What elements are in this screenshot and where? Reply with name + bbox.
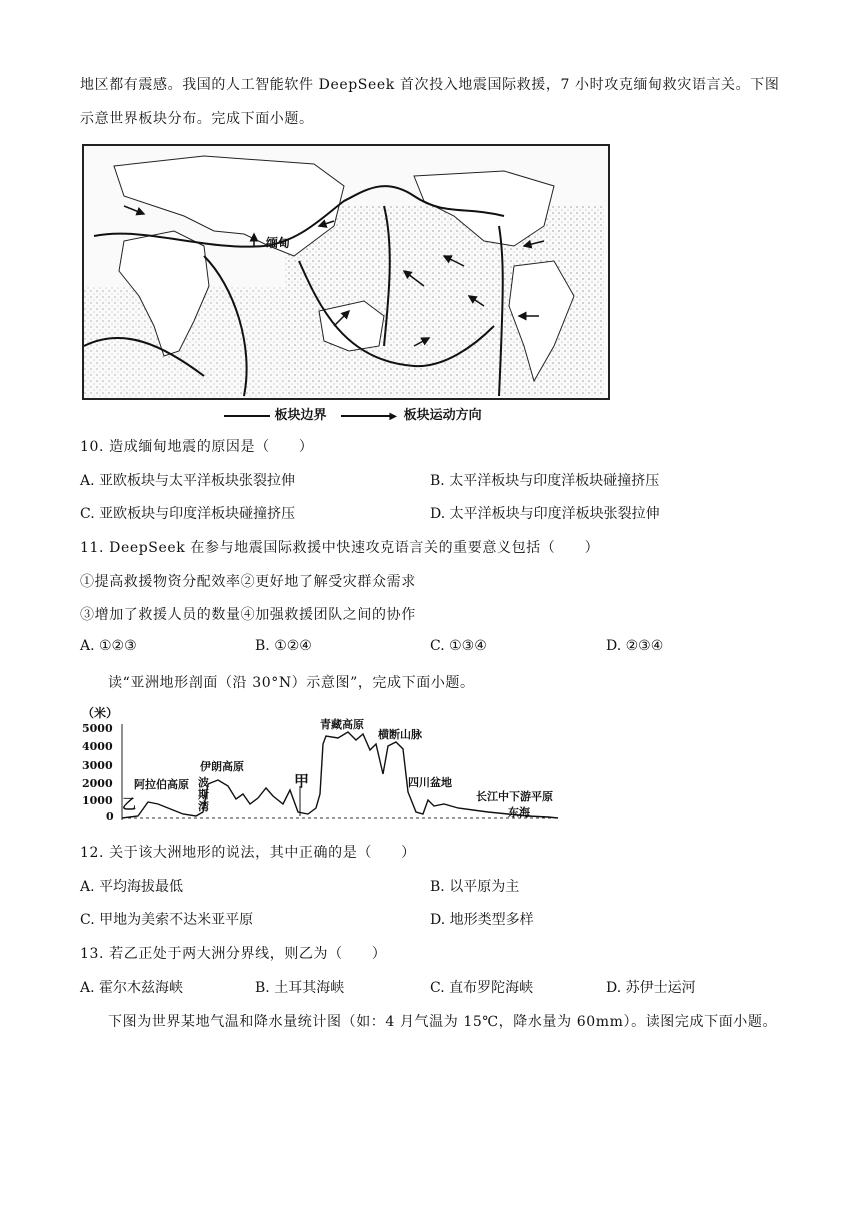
q12-option-a: A. 平均海拔最低: [80, 879, 184, 895]
tick-3000: 3000: [82, 759, 113, 772]
tick-0: 0: [106, 810, 114, 823]
q12-option-c: C. 甲地为美索不达米亚平原: [80, 912, 254, 928]
label-yangtze: 长江中下游平原: [476, 790, 553, 803]
q11-statements-2: ③增加了救援人员的数量④加强救援团队之间的协作: [80, 607, 416, 623]
profile-unit: （米）: [82, 706, 119, 720]
intro-line-2: 示意世界板块分布。完成下面小题。: [80, 111, 314, 127]
label-yi: 乙: [122, 797, 136, 813]
plate-map: [82, 144, 610, 400]
q11-option-c: C. ①③④: [430, 638, 487, 654]
q11-statements-1: ①提高救援物资分配效率②更好地了解受灾群众需求: [80, 574, 416, 590]
myanmar-label: 缅甸: [266, 236, 291, 250]
label-persian-1: 波: [198, 776, 209, 789]
climate-intro: 下图为世界某地气温和降水量统计图（如：4 月气温为 15℃，降水量为 60mm）。读图完成下面小题。: [108, 1014, 778, 1030]
tick-1000: 1000: [82, 794, 113, 807]
tick-2000: 2000: [82, 777, 113, 790]
q13-option-c: C. 直布罗陀海峡: [430, 980, 534, 996]
q11-option-a: A. ①②③: [80, 638, 137, 654]
label-persian-3: 湾: [198, 800, 209, 813]
q13-option-b: B. 土耳其海峡: [255, 980, 345, 996]
q13-option-a: A. 霍尔木兹海峡: [80, 980, 184, 996]
q10-option-c: C. 亚欧板块与印度洋板块碰撞挤压: [80, 506, 296, 522]
intro-line-1: 地区都有震感。我国的人工智能软件 DeepSeek 首次投入地震国际救援，7 小时攻克缅甸救灾语言关。下图: [80, 77, 780, 93]
motion-arrow-icon: ▶: [341, 415, 393, 417]
label-eastsea: 东海: [508, 806, 530, 819]
q12-option-d: D. 地形类型多样: [430, 912, 534, 928]
label-iran: 伊朗高原: [200, 760, 244, 773]
q13-stem: 13. 若乙正处于两大洲分界线，则乙为（ ）: [80, 946, 387, 962]
q10-option-b: B. 太平洋板块与印度洋板块碰撞挤压: [430, 473, 660, 489]
q11-option-d: D. ②③④: [606, 638, 664, 654]
terrain-profile: [78, 704, 578, 830]
q12-stem: 12. 关于该大洲地形的说法，其中正确的是（ ）: [80, 845, 416, 861]
q13-option-d: D. 苏伊士运河: [606, 980, 696, 996]
map-legend: [224, 404, 482, 423]
label-arabia: 阿拉伯高原: [134, 778, 189, 791]
q10-option-a: A. 亚欧板块与太平洋板块张裂拉伸: [80, 473, 296, 489]
plate-map-figure: [84, 146, 608, 398]
q11-option-b: B. ①②④: [255, 638, 312, 654]
q10-stem: 10. 造成缅甸地震的原因是（ ）: [80, 439, 314, 455]
tick-4000: 4000: [82, 740, 113, 753]
profile-intro: 读“亚洲地形剖面（沿 30°N）示意图”，完成下面小题。: [108, 675, 475, 691]
label-sichuan: 四川盆地: [408, 776, 452, 789]
label-tibet: 青藏高原: [320, 718, 364, 731]
legend-boundary: 板块边界: [274, 408, 327, 423]
label-jia: 甲: [294, 772, 310, 790]
tick-5000: 5000: [82, 722, 113, 735]
legend-motion: 板块运动方向: [403, 408, 482, 423]
q11-stem: 11. DeepSeek 在参与地震国际救援中快速攻克语言关的重要意义包括（ ）: [80, 540, 600, 556]
label-hengduan: 横断山脉: [378, 728, 422, 741]
label-persian-2: 斯: [198, 788, 209, 801]
q12-option-b: B. 以平原为主: [430, 879, 520, 895]
boundary-line-icon: [224, 415, 270, 417]
q10-option-d: D. 太平洋板块与印度洋板块张裂拉伸: [430, 506, 660, 522]
